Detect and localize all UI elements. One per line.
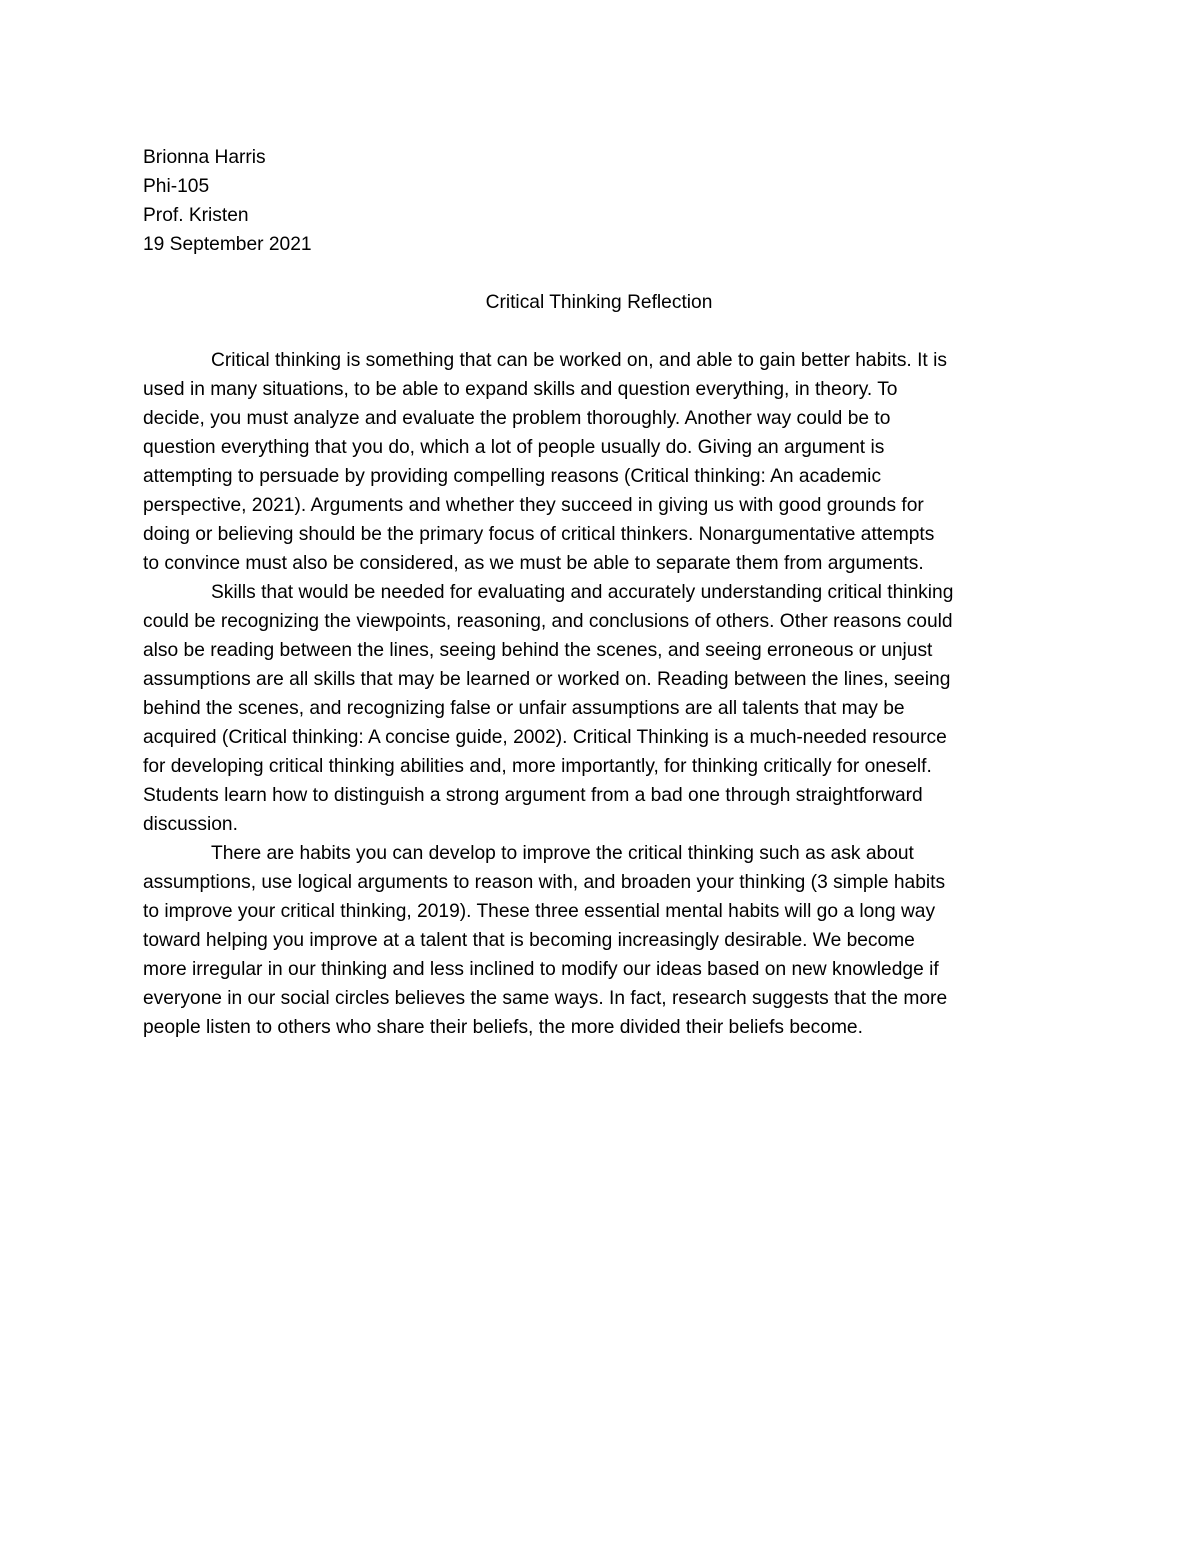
paragraph-line: everyone in our social circles believes the same ways. In fact, research suggests that the more [143, 988, 948, 1009]
paragraph-line: toward helping you improve at a talent that is becoming increasingly desirable. We become [143, 930, 915, 951]
paragraph-line: Skills that would be needed for evaluating and accurately understanding critical thinking [211, 582, 954, 603]
paragraph-line: Critical thinking is something that can be worked on, and able to gain better habits. It is [211, 350, 947, 371]
paragraph [143, 578, 1055, 839]
paragraph [143, 839, 1055, 1042]
paragraph-line: assumptions are all skills that may be learned or worked on. Reading between the lines, seeing [143, 669, 951, 690]
paragraph-line: perspective, 2021). Arguments and whether they succeed in giving us with good grounds for [143, 495, 924, 516]
author-name: Brionna Harris [143, 147, 266, 168]
paragraph-line: behind the scenes, and recognizing false or unfair assumptions are all talents that may be [143, 698, 905, 719]
paragraph-line: more irregular in our thinking and less inclined to modify our ideas based on new knowledge if [143, 959, 939, 980]
paragraph-line: decide, you must analyze and evaluate the problem thoroughly. Another way could be to [143, 408, 891, 429]
essay-text [143, 346, 1055, 1042]
paragraph-line: acquired (Critical thinking: A concise guide, 2002). Critical Thinking is a much-needed resource [143, 727, 947, 748]
paragraph-line: to convince must also be considered, as we must be able to separate them from arguments. [143, 553, 924, 574]
paragraph-line: discussion. [143, 814, 238, 835]
paragraph [143, 346, 1055, 578]
paragraph-line: for developing critical thinking abilities and, more importantly, for thinking critically for oneself. [143, 756, 932, 777]
paragraph-line: question everything that you do, which a lot of people usually do. Giving an argument is [143, 437, 885, 458]
paragraph-line: could be recognizing the viewpoints, reasoning, and conclusions of others. Other reasons could [143, 611, 953, 632]
document-body [143, 143, 1055, 1042]
course-code: Phi-105 [143, 176, 210, 197]
submission-date: 19 September 2021 [143, 234, 312, 255]
paragraph-line: also be reading between the lines, seeing behind the scenes, and seeing erroneous or unjust [143, 640, 933, 661]
paragraph-line: attempting to persuade by providing compelling reasons (Critical thinking: An academic [143, 466, 882, 487]
paragraph-line: Students learn how to distinguish a strong argument from a bad one through straightforward [143, 785, 923, 806]
header-block [143, 143, 1055, 259]
essay-title: Critical Thinking Reflection [485, 292, 713, 313]
paragraph-line: assumptions, use logical arguments to reason with, and broaden your thinking (3 simple habits [143, 872, 946, 893]
paragraph-line: used in many situations, to be able to expand skills and question everything, in theory. To [143, 379, 898, 400]
instructor-name: Prof. Kristen [143, 205, 249, 226]
paragraph-line: There are habits you can develop to improve the critical thinking such as ask about [211, 843, 914, 864]
paragraph-line: people listen to others who share their beliefs, the more divided their beliefs become. [143, 1017, 863, 1038]
paragraph-line: to improve your critical thinking, 2019). These three essential mental habits will go a long way [143, 901, 936, 922]
paragraph-line: doing or believing should be the primary focus of critical thinkers. Nonargumentative attempts [143, 524, 935, 545]
